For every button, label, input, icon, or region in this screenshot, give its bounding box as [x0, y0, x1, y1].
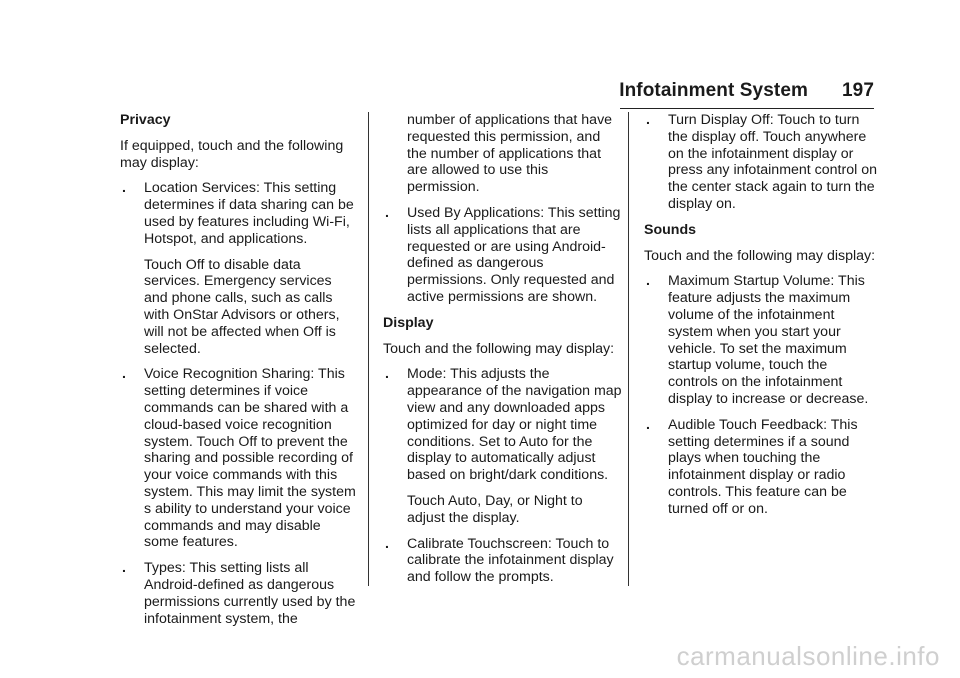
- bullet-turn-display-off: [644, 112, 879, 213]
- bullet-mark: .: [122, 366, 126, 383]
- bullet-text: Calibrate Touchscreen: Touch to calibrate the infotainment display and follow the prompts.: [407, 535, 614, 586]
- section-title: Infotainment System: [619, 80, 808, 101]
- sounds-intro: Touch and the following may display:: [644, 247, 876, 264]
- column-1: [120, 112, 358, 636]
- watermark: carmanualsonline.info: [676, 641, 940, 671]
- column-3: [644, 112, 879, 527]
- bullet-types: [120, 560, 358, 627]
- bullet-mark: .: [646, 112, 650, 128]
- display-heading: Display: [383, 314, 434, 331]
- bullet-text: Location Services: This setting determines if data sharing can be used by features including Wi-Fi, Hotspot, and applications.: [144, 180, 354, 247]
- bullet-text: Types: This setting lists all Android-defined as dangerous permissions currently used by the infotainment system, the: [144, 560, 356, 627]
- bullet-text: Audible Touch Feedback: This setting determines if a sound plays when touching the infotainment display or radio controls. This feature can be turned off or on.: [668, 416, 858, 517]
- display-intro: Touch and the following may display:: [383, 340, 615, 357]
- bullet-calibrate-touchscreen: [383, 536, 623, 586]
- location-note: Touch Off to disable data services. Emergency services and phone calls, such as calls with OnStar Advisors or others, will not be affected when Off is selected.: [144, 256, 340, 357]
- types-continuation: number of applications that have requested this permission, and the number of applications that are allowed to use this permission.: [407, 112, 613, 196]
- header-rule: [620, 108, 874, 109]
- sounds-heading: Sounds: [644, 221, 697, 238]
- bullet-text: Turn Display Off: Touch to turn the display off. Touch anywhere on the infotainment display or press any infotainment control on the center stack again to turn the display on.: [668, 112, 877, 212]
- bullet-used-by-applications: [383, 205, 623, 306]
- bullet-text: Mode: This adjusts the appearance of the navigation map view and any downloaded apps optimized for day or night time conditions. Set to Auto for the display to automatically adjust based on bright/dark conditions.: [407, 366, 622, 484]
- bullet-maximum-startup-volume: [644, 273, 879, 407]
- bullet-audible-touch-feedback: [644, 417, 879, 518]
- page-number: 197: [841, 80, 874, 101]
- column-divider-2: [628, 112, 629, 586]
- bullet-mark: .: [646, 273, 650, 290]
- bullet-text: Voice Recognition Sharing: This setting determines if voice commands can be shared with a cloud-based voice recognition system. Touch Off to prevent the sharing and possible recording of your voice commands with this system. This may limit the system s ability to understand your voice commands and may disable some features.: [144, 366, 356, 551]
- bullet-text: Used By Applications: This setting lists all applications that are requested or are using Android-defined as dangerous permissions. Only requested and active permissions are shown.: [407, 204, 621, 305]
- bullet-text: Maximum Startup Volume: This feature adjusts the maximum volume of the infotainment system when you start your vehicle. To set the maximum startup volume, touch the controls on the infotainment display to increase or decrease.: [668, 273, 869, 407]
- bullet-mode: [383, 366, 623, 484]
- bullet-mark: .: [122, 180, 126, 197]
- bullet-location-services: [120, 180, 358, 247]
- bullet-mark: .: [385, 535, 389, 552]
- column-2: [383, 112, 623, 595]
- mode-note: Touch Auto, Day, or Night to adjust the display.: [407, 492, 583, 526]
- bullet-mark: .: [122, 560, 126, 577]
- bullet-mark: .: [385, 366, 389, 383]
- privacy-heading: Privacy: [120, 112, 171, 128]
- privacy-intro: If equipped, touch and the following may display:: [120, 137, 344, 171]
- bullet-mark: .: [646, 416, 650, 433]
- column-divider-1: [368, 112, 369, 586]
- bullet-voice-recognition: [120, 366, 358, 551]
- page-header: [619, 80, 874, 102]
- bullet-mark: .: [385, 204, 389, 221]
